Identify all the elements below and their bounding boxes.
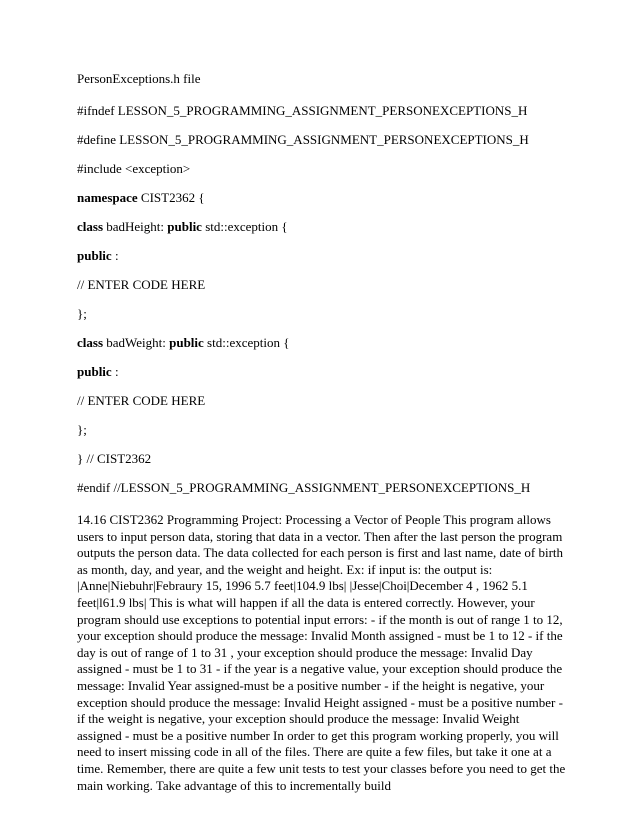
namespace-line [77, 190, 205, 206]
namespace-keyword: namespace [77, 190, 138, 205]
public-colon: : [111, 364, 119, 379]
comment-line-2: // ENTER CODE HERE [77, 393, 206, 408]
class-keyword: class [77, 219, 103, 234]
base-class: std::exception { [203, 335, 290, 350]
public-line-2 [77, 364, 119, 380]
public-colon: : [111, 248, 119, 263]
class-close-1: }; [77, 306, 87, 321]
public-line-1 [77, 248, 119, 264]
class-name: badHeight: [103, 219, 168, 234]
public-keyword: public [77, 248, 112, 263]
public-keyword: public [77, 364, 112, 379]
include-line: #include <exception> [77, 161, 191, 176]
class-badheight-line [77, 219, 288, 235]
ifndef-line: #ifndef LESSON_5_PROGRAMMING_ASSIGNMENT_PERSONEXCEPTIONS_H [77, 103, 528, 118]
class-close-2: }; [77, 422, 87, 437]
public-keyword: public [167, 219, 202, 234]
namespace-name: CIST2362 { [137, 190, 205, 205]
define-line: #define LESSON_5_PROGRAMMING_ASSIGNMENT_PERSONEXCEPTIONS_H [77, 132, 529, 147]
class-badweight-line [77, 335, 289, 351]
assignment-description: 14.16 CIST2362 Programming Project: Processing a Vector of People This program allows users to input person data, storing that data in a vector. Then after the last person the program outputs the person data. The data collected for each person is first and last name, date of birth as month, day, and year, and the weight and height. Ex: if input is: the output is: |Anne|Niebuhr|Febraury 15, 1996 5.7 feet|104.9 lbs| |Jesse|Choi|December 4 , 1962 5.1 feet|l61.9 lbs| This is what will happen if all the data is entered correctly. However, your program should use exceptions to potential input errors: - if the month is out of range 1 to 12, your exception should produce the message: Invalid Month assigned - must be 1 to 12 - if the day is out of range of 1 to 31 , your exception should produce the message: Invalid Day assigned - must be 1 to 31 - if the year is a negative value, your exception should produce the message: Invalid Year assigned-must be a positive number - if the height is negative, your exception should produce the message: Invalid Height assigned - must be a positive number - if the weight is negative, your exception should produce the message: Invalid Weight assigned - must be a positive number In order to get this program working properly, you will need to insert missing code in all of the files. There are quite a few files, but take it one at a time. Remember, there are quite a few unit tests to test your classes before you need to get the main working. Take advantage of this to incrementally build [77, 512, 566, 793]
endif-line: #endif //LESSON_5_PROGRAMMING_ASSIGNMENT_PERSONEXCEPTIONS_H [77, 480, 531, 495]
namespace-close: } // CIST2362 [77, 451, 152, 466]
class-name: badWeight: [103, 335, 170, 350]
comment-line-1: // ENTER CODE HERE [77, 277, 206, 292]
base-class: std::exception { [201, 219, 288, 234]
class-keyword: class [77, 335, 103, 350]
public-keyword: public [169, 335, 204, 350]
file-title: PersonExceptions.h file [77, 71, 201, 86]
